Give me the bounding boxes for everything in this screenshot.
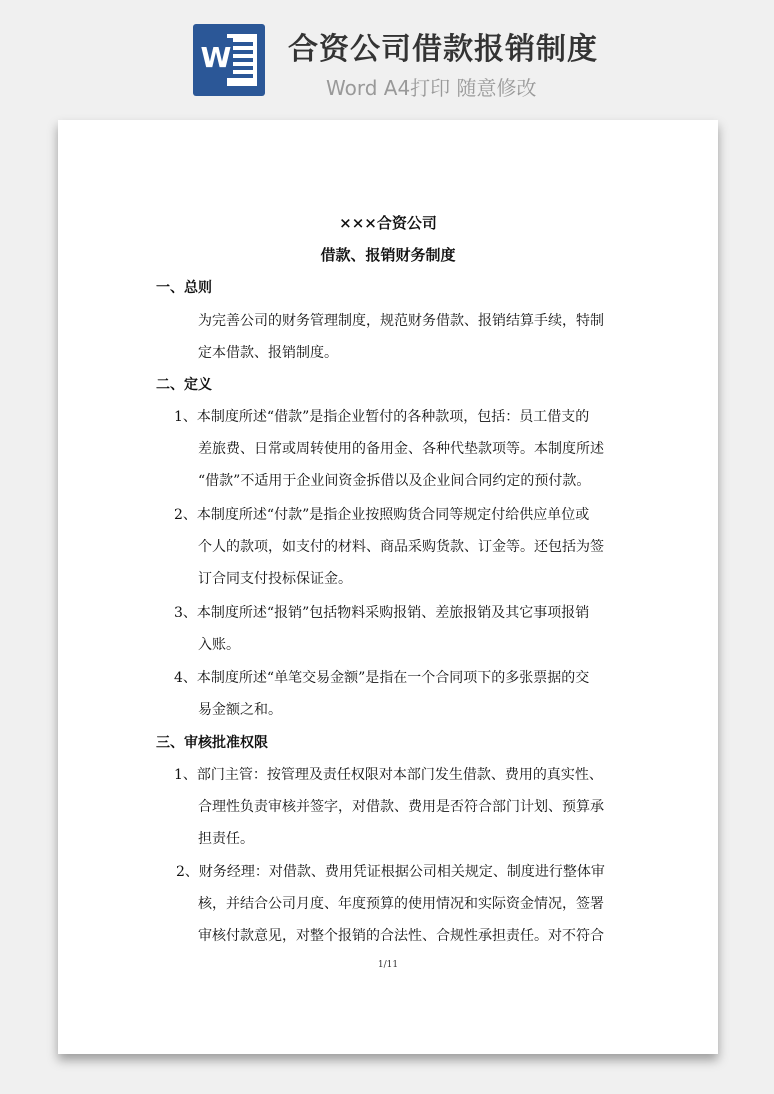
list-item-line: 审核付款意见，对整个报销的合法性、合规性承担责任。对不符合 (198, 928, 604, 944)
list-item-line: 3、本制度所述“报销”包括物料采购报销、差旅报销及其它事项报销 (174, 605, 590, 621)
list-item-line: 1、本制度所述“借款”是指企业暂付的各种款项，包括：员工借支的 (174, 409, 590, 425)
page-subtitle: Word A4打印 随意修改 (326, 76, 537, 100)
page-number: 1/11 (377, 960, 399, 970)
list-item-line: 易金额之和。 (198, 702, 282, 718)
list-item-line: 差旅费、日常或周转使用的备用金、各种代垫款项等。本制度所述 (198, 441, 604, 457)
list-item-line: 2、本制度所述“付款”是指企业按照购货合同等规定付给供应单位或 (174, 507, 590, 523)
list-item-line: 担责任。 (198, 831, 254, 847)
list-item-line: 合理性负责审核并签字，对借款、费用是否符合部门计划、预算承 (198, 799, 604, 815)
word-icon (193, 24, 265, 96)
document-page (58, 120, 718, 1054)
word-icon-line (231, 42, 253, 46)
paragraph-line: 定本借款、报销制度。 (198, 345, 338, 361)
word-icon-line (231, 50, 253, 54)
paragraph-line: 为完善公司的财务管理制度，规范财务借款、报销结算手续，特制 (198, 313, 604, 329)
list-item-line: 入账。 (198, 637, 240, 653)
document-title: 借款、报销财务制度 (320, 246, 456, 264)
section-heading: 一、总则 (156, 280, 212, 296)
word-icon-line (231, 66, 253, 70)
list-item-line: 4、本制度所述“单笔交易金额”是指在一个合同项下的多张票据的交 (174, 670, 590, 686)
list-item-line: “借款”不适用于企业间资金拆借以及企业间合同约定的预付款。 (198, 473, 591, 489)
section-heading: 二、定义 (156, 377, 212, 393)
list-item-line: 2、财务经理：对借款、费用凭证根据公司相关规定、制度进行整体审 (176, 864, 605, 880)
section-heading: 三、审核批准权限 (156, 735, 268, 751)
list-item-line: 个人的款项，如支付的材料、商品采购货款、订金等。还包括为签 (198, 539, 604, 555)
word-icon-line (231, 74, 253, 78)
word-icon-line (231, 58, 253, 62)
word-icon-letter: W (199, 38, 233, 78)
company-name: ×××合资公司 (339, 214, 437, 232)
list-item-line: 1、部门主管：按管理及责任权限对本部门发生借款、费用的真实性、 (174, 767, 603, 783)
page-title: 合资公司借款报销制度 (288, 32, 598, 67)
header (0, 0, 774, 110)
list-item-line: 订合同支付投标保证金。 (198, 571, 352, 587)
list-item-line: 核，并结合公司月度、年度预算的使用情况和实际资金情况，签署 (198, 896, 604, 912)
